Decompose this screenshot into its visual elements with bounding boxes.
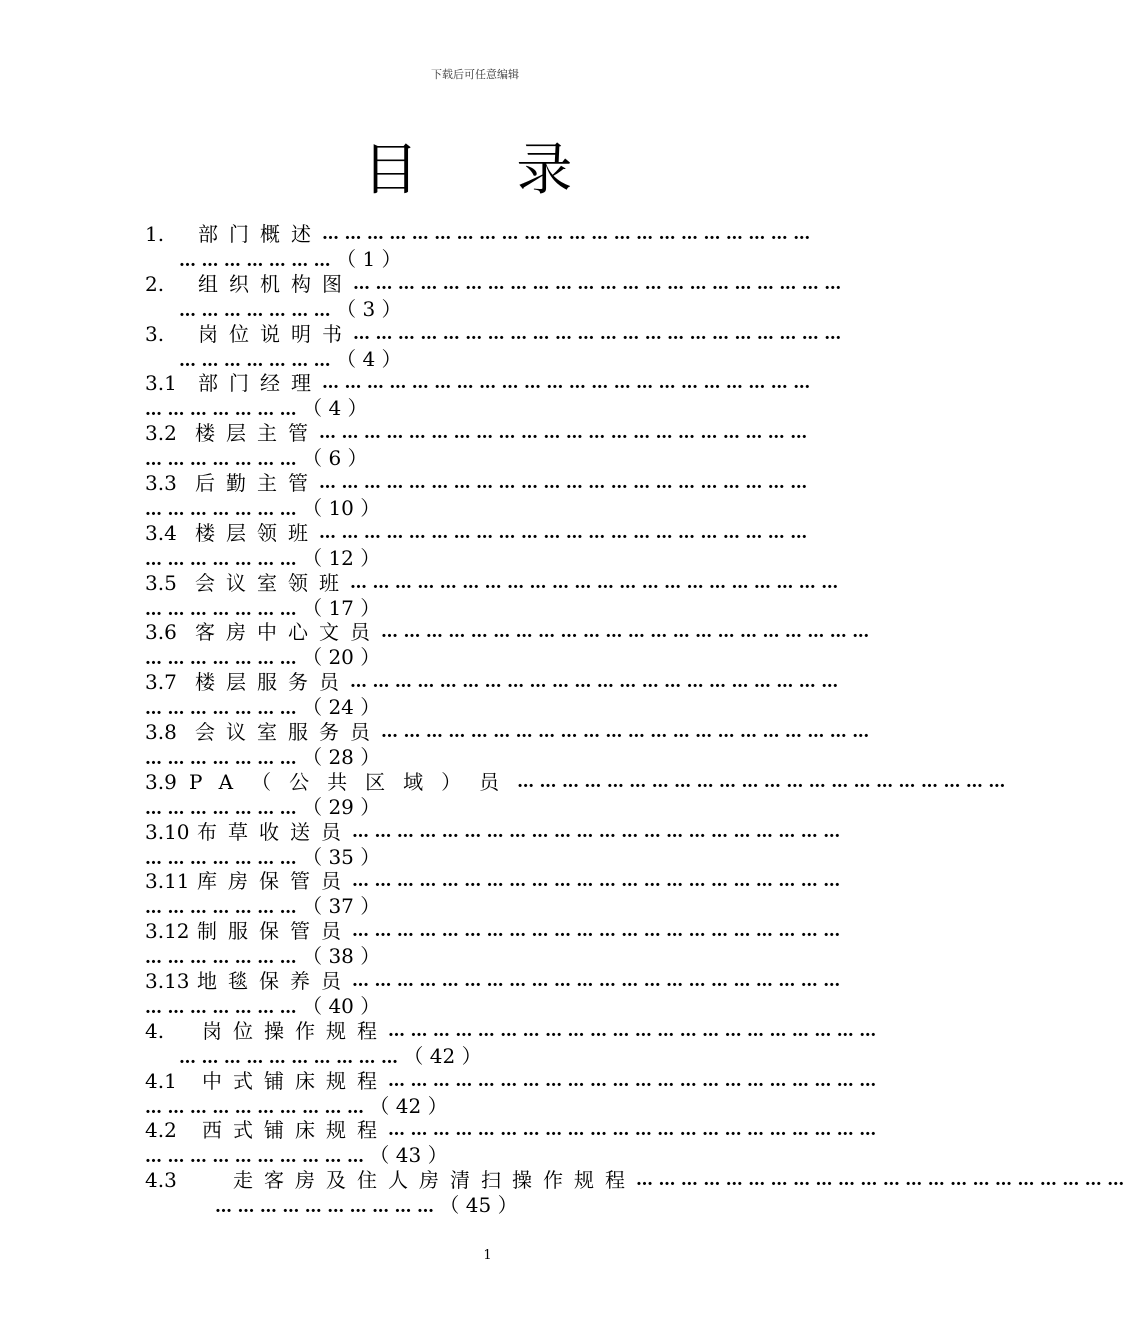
toc-leader-dots: ………………… (145, 898, 303, 919)
toc-entry-number: 3.3 (145, 470, 177, 495)
page-title: 目 录 (362, 138, 613, 203)
toc-entry-number: 3.7 (145, 670, 177, 695)
toc-entry-number: 3.5 (145, 570, 177, 595)
toc-leader-dots: ………………… (145, 450, 303, 471)
toc-entry-number: 3.9 (145, 769, 177, 794)
toc-entry-title: 岗位说明书 (198, 321, 353, 346)
toc-entry-page: （ 42 ） (403, 1043, 482, 1068)
toc-leader-dots: ………………… (145, 599, 303, 620)
toc-entry-page: （ 4 ） (302, 396, 368, 421)
toc-entry[interactable] (145, 222, 835, 272)
toc-entry-number: 2. (145, 271, 165, 296)
toc-entry-title: 西式铺床规程 (202, 1118, 388, 1143)
toc-leader-dots: ………………………………………………………… (319, 472, 813, 493)
toc-leader-dots: ………………………………………………………… (388, 1120, 882, 1141)
toc-entry-page: （ 29 ） (302, 794, 381, 819)
toc-entry-title: 客房中心文员 (195, 620, 381, 645)
toc-entry-page: （ 4 ） (336, 346, 402, 371)
toc-leader-dots: ………………… (145, 649, 303, 670)
toc-entry-page: （ 35 ） (302, 844, 381, 869)
toc-entry-page: （ 28 ） (302, 744, 381, 769)
toc-leader-dots: ………………… (179, 300, 337, 321)
table-of-contents (145, 222, 1130, 1218)
toc-leader-dots: ………………………………………………………… (517, 771, 1011, 792)
toc-entry[interactable] (145, 1168, 1130, 1218)
toc-leader-dots: ………………… (145, 400, 303, 421)
toc-entry-page: （ 20 ） (302, 645, 381, 670)
toc-leader-dots: ………………………………………………………… (381, 622, 875, 643)
toc-entry-title: 走客房及住人房清扫操作规程 (233, 1168, 636, 1193)
toc-entry-page: （ 42 ） (369, 1093, 448, 1118)
toc-entry[interactable] (145, 1068, 882, 1119)
toc-entry-title: 楼层领班 (195, 520, 319, 545)
toc-leader-dots: ………………………………………………………… (352, 970, 846, 991)
toc-leader-dots: ………………………………………………………… (352, 871, 846, 892)
page-header: 下载后可任意编辑 (431, 68, 519, 81)
toc-leader-dots: ………………………………………………………… (319, 522, 813, 543)
toc-entry-number: 4.1 (145, 1068, 177, 1093)
toc-entry[interactable] (145, 471, 835, 521)
toc-entry-title: 后勤主管 (195, 470, 319, 495)
toc-entry-title: 中式铺床规程 (202, 1068, 388, 1093)
toc-entry[interactable] (145, 819, 846, 870)
toc-entry[interactable] (145, 1118, 882, 1168)
toc-entry[interactable] (145, 1018, 882, 1069)
toc-entry[interactable] (145, 869, 846, 919)
toc-leader-dots: ………………………………………………………… (388, 1020, 882, 1041)
toc-leader-dots: ………………… (145, 848, 303, 869)
toc-entry[interactable] (145, 371, 835, 421)
toc-entry-title: 地毯保养员 (197, 968, 352, 993)
toc-entry-page: （ 45 ） (439, 1193, 518, 1218)
toc-entry[interactable] (145, 670, 844, 720)
toc-entry-title: 部门经理 (198, 371, 322, 396)
toc-entry[interactable] (145, 968, 846, 1019)
page-number: 1 (483, 1248, 492, 1263)
toc-leader-dots: ………………… (145, 948, 303, 969)
toc-entry-title: 组织机构图 (198, 271, 353, 296)
toc-leader-dots: ………………… (145, 798, 303, 819)
toc-entry-title: 会议室服务员 (195, 719, 381, 744)
toc-leader-dots: ………………… (145, 997, 303, 1018)
toc-entry-number: 4.3 (145, 1168, 177, 1193)
toc-leader-dots: ………………………………………………………… (352, 821, 846, 842)
toc-entry-number: 4. (145, 1018, 165, 1043)
toc-leader-dots: ………………………………………………………… (322, 373, 816, 394)
toc-entry[interactable] (145, 521, 835, 571)
toc-entry[interactable] (145, 620, 875, 670)
toc-leader-dots: ………………………………………………………… (636, 1170, 1130, 1191)
toc-leader-dots: ………………………………………………………… (350, 572, 844, 593)
toc-entry-number: 3.4 (145, 520, 177, 545)
toc-entry[interactable] (145, 271, 847, 322)
toc-entry-number: 3.1 (145, 371, 177, 396)
toc-entry[interactable] (145, 769, 1011, 820)
toc-leader-dots: ………………… (145, 699, 303, 720)
toc-entry-title: 楼层主管 (195, 421, 319, 446)
toc-entry-page: （ 37 ） (302, 894, 381, 919)
toc-entry-title: 部门概述 (198, 222, 322, 246)
toc-entry-page: （ 1 ） (336, 247, 402, 271)
toc-entry[interactable] (145, 321, 847, 372)
toc-leader-dots: ………………………………………………………… (352, 921, 846, 942)
toc-entry-page: （ 12 ） (302, 545, 381, 570)
toc-entry-page: （ 10 ） (302, 495, 381, 520)
toc-leader-dots: ………………………………………………………… (319, 423, 813, 444)
toc-entry-page: （ 38 ） (302, 944, 381, 969)
toc-leader-dots: ………………………………………………………… (388, 1070, 882, 1091)
toc-entry-title: 布草收送员 (197, 819, 352, 844)
toc-entry-title: 制服保管员 (197, 919, 352, 944)
toc-entry-page: （ 24 ） (302, 695, 381, 720)
toc-entry[interactable] (145, 719, 875, 770)
toc-entry-number: 3.13 (145, 968, 190, 993)
toc-entry-title: 岗位操作规程 (202, 1018, 388, 1043)
toc-entry-page: （ 43 ） (369, 1143, 448, 1168)
toc-entry-title: 会议室领班 (195, 570, 350, 595)
toc-entry-number: 3.8 (145, 719, 177, 744)
toc-leader-dots: ………………… (179, 350, 337, 371)
toc-leader-dots: ………………………………………………………… (381, 721, 875, 742)
toc-leader-dots: ………………………………………………………… (353, 323, 847, 344)
toc-entry-number: 1. (145, 222, 165, 246)
toc-entry-number: 3.10 (145, 819, 190, 844)
toc-entry-title: 楼层服务员 (195, 670, 350, 695)
toc-entry-number: 3.11 (145, 869, 190, 894)
toc-leader-dots: ………………………… (215, 1197, 440, 1218)
toc-entry-number: 3.12 (145, 919, 190, 944)
toc-leader-dots: ………………………… (145, 1147, 370, 1168)
toc-leader-dots: ………………………………………………………… (322, 224, 816, 244)
toc-entry-page: （ 40 ） (302, 993, 381, 1018)
toc-entry-number: 4.2 (145, 1118, 177, 1143)
toc-leader-dots: ………………… (145, 499, 303, 520)
toc-leader-dots: ………………………… (179, 1047, 404, 1068)
toc-entry[interactable] (145, 919, 846, 969)
toc-entry-title: 库房保管员 (197, 869, 352, 894)
toc-entry-page: （ 6 ） (302, 446, 368, 471)
toc-leader-dots: ………………………… (145, 1097, 370, 1118)
toc-leader-dots: ………………… (145, 549, 303, 570)
toc-entry[interactable] (145, 570, 844, 621)
toc-leader-dots: ………………………………………………………… (350, 672, 844, 693)
toc-entry-title: PA（公共区域）员 (189, 769, 518, 794)
toc-entry-number: 3.6 (145, 620, 177, 645)
toc-leader-dots: ………………… (179, 251, 337, 271)
toc-entry-number: 3.2 (145, 421, 177, 446)
toc-leader-dots: ………………… (145, 748, 303, 769)
toc-entry-page: （ 3 ） (336, 296, 402, 321)
toc-entry[interactable] (145, 421, 835, 471)
toc-entry-page: （ 17 ） (302, 595, 381, 620)
toc-entry-number: 3. (145, 321, 165, 346)
toc-leader-dots: ………………………………………………………… (353, 273, 847, 294)
